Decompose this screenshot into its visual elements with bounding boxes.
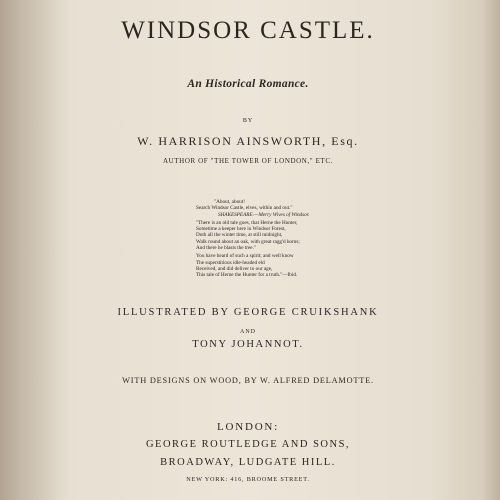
author-name: W. HARRISON AINSWORTH, Esq. <box>137 134 359 148</box>
title-page <box>78 0 418 500</box>
author-credits: AUTHOR OF "THE TOWER OF LONDON," ETC. <box>163 157 333 165</box>
page-edge <box>482 0 500 500</box>
book-title: WINDSOR CASTLE. <box>121 17 375 44</box>
new-york-address: NEW YORK: 416, BROOME STREET. <box>186 476 310 483</box>
epigraph-line: And there he blasts the tree." <box>196 245 257 252</box>
epigraph-line: Received, and did deliver to our age, <box>196 265 273 272</box>
epigraph-attribution: SHAKESPEARE.—Merry Wives of Windsor. <box>218 211 310 218</box>
epigraph-line: Sometime a keeper here in Windsor Forest, <box>196 226 286 233</box>
gutter-shadow <box>0 0 70 500</box>
publisher-name: GEORGE ROUTLEDGE AND SONS, <box>145 439 351 450</box>
publisher-address: BROADWAY, LUDGATE HILL. <box>160 457 336 468</box>
epigraph <box>196 199 376 279</box>
by-label: BY <box>242 118 254 124</box>
epigraph-line: This tale of Herne the Hunter for a truth."—Ibid. <box>196 272 298 279</box>
epigraph-line: "There is an old tale goes, that Herne the Hunter, <box>196 219 298 226</box>
book-subtitle: An Historical Romance. <box>187 78 309 90</box>
and-label: AND <box>240 329 256 335</box>
epigraph-line: You have heard of such a spirit; and well know <box>196 253 294 260</box>
epigraph-line: Walk round about an oak, with great ragg'd horns; <box>196 238 300 245</box>
designs-credit: WITH DESIGNS ON WOOD, BY W. ALFRED DELAMOTTE. <box>122 376 374 385</box>
epigraph-line: Doth all the winter time, at still midnight, <box>196 232 283 239</box>
second-illustrator: TONY JOHANNOT. <box>192 339 304 350</box>
epigraph-line: Search Windsor Castle, elves, within and out." <box>196 205 293 212</box>
imprint-city: LONDON: <box>216 421 280 433</box>
epigraph-line: "About, about! <box>214 199 245 205</box>
illustrator-credit: ILLUSTRATED BY GEORGE CRUIKSHANK <box>117 307 379 318</box>
epigraph-line: The superstitious idle-headed eld <box>196 259 265 266</box>
